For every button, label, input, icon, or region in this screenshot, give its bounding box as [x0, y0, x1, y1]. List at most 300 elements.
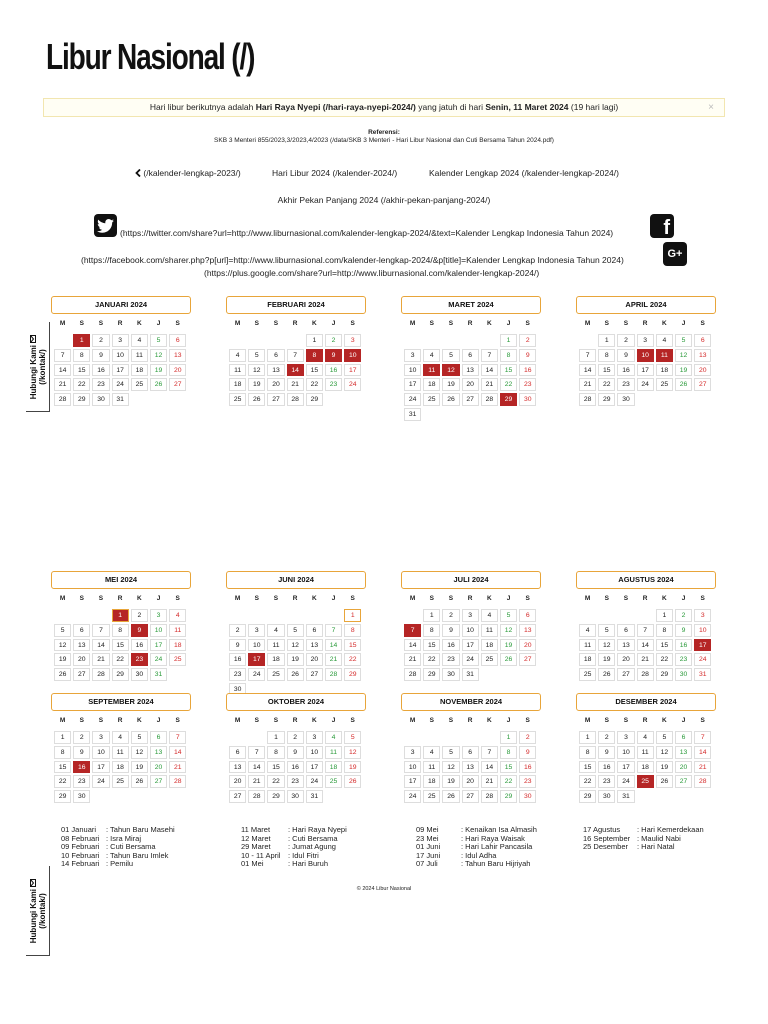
day-cell[interactable]: 30: [442, 668, 459, 681]
day-cell[interactable]: 26: [500, 653, 517, 666]
day-cell[interactable]: 21: [92, 653, 109, 666]
day-cell[interactable]: 6: [229, 746, 246, 759]
day-cell[interactable]: 29: [54, 790, 71, 803]
day-cell[interactable]: 23: [287, 775, 304, 788]
day-cell[interactable]: 28: [637, 668, 654, 681]
day-cell[interactable]: 5: [54, 624, 71, 637]
day-cell[interactable]: 15: [500, 364, 517, 377]
day-cell[interactable]: 11: [131, 349, 148, 362]
day-cell[interactable]: 22: [344, 653, 361, 666]
day-cell[interactable]: 8: [500, 349, 517, 362]
day-cell[interactable]: 30: [92, 393, 109, 406]
day-cell[interactable]: 12: [131, 746, 148, 759]
day-cell[interactable]: 5: [131, 731, 148, 744]
day-cell[interactable]: 5: [500, 609, 517, 622]
day-cell[interactable]: 20: [694, 364, 711, 377]
day-cell[interactable]: 1: [344, 609, 361, 622]
day-cell[interactable]: 25: [325, 775, 342, 788]
month-title[interactable]: OKTOBER 2024: [226, 693, 366, 711]
day-cell[interactable]: 25: [423, 393, 440, 406]
day-cell[interactable]: 9: [229, 639, 246, 652]
day-cell[interactable]: 22: [579, 775, 596, 788]
day-cell[interactable]: 27: [694, 378, 711, 391]
day-cell[interactable]: 27: [519, 653, 536, 666]
day-cell[interactable]: 20: [462, 775, 479, 788]
day-cell[interactable]: 20: [675, 761, 692, 774]
day-cell[interactable]: 6: [617, 624, 634, 637]
twitter-share-link[interactable]: (https://twitter.com/share?url=http://www.liburnasional.com/kalender-lengkap-2024/&text=Kalender Lengkap Indonesia Tahun 2024): [120, 228, 614, 238]
day-cell[interactable]: 26: [54, 668, 71, 681]
day-cell[interactable]: 13: [306, 639, 323, 652]
google-plus-icon[interactable]: G+: [663, 242, 687, 266]
day-cell[interactable]: 2: [617, 334, 634, 347]
day-cell[interactable]: 16: [287, 761, 304, 774]
day-cell[interactable]: 1: [500, 731, 517, 744]
day-cell[interactable]: 26: [442, 393, 459, 406]
day-cell[interactable]: 9: [442, 624, 459, 637]
day-cell[interactable]: 17: [306, 761, 323, 774]
day-cell[interactable]: 15: [344, 639, 361, 652]
day-cell[interactable]: 30: [675, 668, 692, 681]
day-cell[interactable]: 15: [500, 761, 517, 774]
day-cell[interactable]: 23: [73, 775, 90, 788]
day-cell[interactable]: 30: [73, 790, 90, 803]
holiday-day-cell[interactable]: 8: [306, 349, 323, 362]
holiday-day-cell[interactable]: 9: [131, 624, 148, 637]
day-cell[interactable]: 20: [617, 653, 634, 666]
day-cell[interactable]: 16: [325, 364, 342, 377]
holiday-day-cell[interactable]: 7: [404, 624, 421, 637]
day-cell[interactable]: 9: [617, 349, 634, 362]
day-cell[interactable]: 16: [131, 639, 148, 652]
day-cell[interactable]: 20: [150, 761, 167, 774]
day-cell[interactable]: 3: [112, 334, 129, 347]
day-cell[interactable]: 1: [54, 731, 71, 744]
day-cell[interactable]: 19: [656, 761, 673, 774]
day-cell[interactable]: 30: [131, 668, 148, 681]
day-cell[interactable]: 11: [423, 761, 440, 774]
day-cell[interactable]: 10: [112, 349, 129, 362]
day-cell[interactable]: 5: [598, 624, 615, 637]
month-title[interactable]: APRIL 2024: [576, 296, 716, 314]
day-cell[interactable]: 22: [598, 378, 615, 391]
day-cell[interactable]: 17: [150, 639, 167, 652]
day-cell[interactable]: 26: [675, 378, 692, 391]
day-cell[interactable]: 30: [519, 393, 536, 406]
month-title[interactable]: DESEMBER 2024: [576, 693, 716, 711]
holiday-day-cell[interactable]: 1: [112, 609, 129, 622]
day-cell[interactable]: 24: [617, 775, 634, 788]
day-cell[interactable]: 14: [248, 761, 265, 774]
day-cell[interactable]: 25: [481, 653, 498, 666]
day-cell[interactable]: 29: [598, 393, 615, 406]
day-cell[interactable]: 27: [462, 393, 479, 406]
contact-tab-bottom[interactable]: [26, 866, 50, 956]
day-cell[interactable]: 7: [579, 349, 596, 362]
day-cell[interactable]: 15: [73, 364, 90, 377]
day-cell[interactable]: 24: [112, 378, 129, 391]
day-cell[interactable]: 21: [694, 761, 711, 774]
day-cell[interactable]: 24: [462, 653, 479, 666]
day-cell[interactable]: 2: [92, 334, 109, 347]
day-cell[interactable]: 18: [637, 761, 654, 774]
reference-link[interactable]: SKB 3 Menteri 855/2023,3/2023,4/2023 (/data/SKB 3 Menteri - Hari Libur Nasional dan Cuti Bersama Tahun 2024.pdf): [214, 137, 554, 144]
day-cell[interactable]: 2: [73, 731, 90, 744]
day-cell[interactable]: 4: [169, 609, 186, 622]
day-cell[interactable]: 29: [656, 668, 673, 681]
day-cell[interactable]: 1: [306, 334, 323, 347]
day-cell[interactable]: 10: [617, 746, 634, 759]
day-cell[interactable]: 18: [325, 761, 342, 774]
day-cell[interactable]: 31: [617, 790, 634, 803]
day-cell[interactable]: 28: [287, 393, 304, 406]
day-cell[interactable]: 7: [169, 731, 186, 744]
holiday-day-cell[interactable]: 16: [73, 761, 90, 774]
day-cell[interactable]: 17: [112, 364, 129, 377]
day-cell[interactable]: 10: [248, 639, 265, 652]
day-cell[interactable]: 18: [423, 775, 440, 788]
day-cell[interactable]: 31: [694, 668, 711, 681]
day-cell[interactable]: 1: [423, 609, 440, 622]
day-cell[interactable]: 8: [423, 624, 440, 637]
day-cell[interactable]: 9: [598, 746, 615, 759]
day-cell[interactable]: 1: [656, 609, 673, 622]
day-cell[interactable]: 21: [325, 653, 342, 666]
day-cell[interactable]: 5: [248, 349, 265, 362]
day-cell[interactable]: 29: [306, 393, 323, 406]
day-cell[interactable]: 21: [579, 378, 596, 391]
day-cell[interactable]: 28: [92, 668, 109, 681]
day-cell[interactable]: 1: [500, 334, 517, 347]
day-cell[interactable]: 12: [344, 746, 361, 759]
day-cell[interactable]: 24: [404, 790, 421, 803]
holiday-day-cell[interactable]: 1: [73, 334, 90, 347]
day-cell[interactable]: 3: [344, 334, 361, 347]
day-cell[interactable]: 26: [598, 668, 615, 681]
day-cell[interactable]: 27: [73, 668, 90, 681]
day-cell[interactable]: 14: [481, 761, 498, 774]
day-cell[interactable]: 14: [404, 639, 421, 652]
day-cell[interactable]: 24: [694, 653, 711, 666]
month-title[interactable]: JULI 2024: [401, 571, 541, 589]
day-cell[interactable]: 21: [637, 653, 654, 666]
day-cell[interactable]: 28: [579, 393, 596, 406]
day-cell[interactable]: 28: [481, 393, 498, 406]
day-cell[interactable]: 3: [617, 731, 634, 744]
day-cell[interactable]: 22: [73, 378, 90, 391]
day-cell[interactable]: 21: [169, 761, 186, 774]
day-cell[interactable]: 26: [150, 378, 167, 391]
day-cell[interactable]: 3: [404, 349, 421, 362]
day-cell[interactable]: 6: [694, 334, 711, 347]
day-cell[interactable]: 15: [598, 364, 615, 377]
holiday-day-cell[interactable]: 12: [442, 364, 459, 377]
day-cell[interactable]: 31: [112, 393, 129, 406]
day-cell[interactable]: 17: [404, 775, 421, 788]
day-cell[interactable]: 29: [112, 668, 129, 681]
day-cell[interactable]: 3: [694, 609, 711, 622]
day-cell[interactable]: 4: [267, 624, 284, 637]
day-cell[interactable]: 13: [519, 624, 536, 637]
day-cell[interactable]: 19: [54, 653, 71, 666]
day-cell[interactable]: 15: [306, 364, 323, 377]
day-cell[interactable]: 7: [694, 731, 711, 744]
day-cell[interactable]: 27: [150, 775, 167, 788]
holiday-day-cell[interactable]: 11: [423, 364, 440, 377]
day-cell[interactable]: 19: [500, 639, 517, 652]
day-cell[interactable]: 6: [462, 746, 479, 759]
day-cell[interactable]: 16: [519, 761, 536, 774]
day-cell[interactable]: 21: [54, 378, 71, 391]
day-cell[interactable]: 17: [92, 761, 109, 774]
day-cell[interactable]: 7: [481, 349, 498, 362]
holiday-day-cell[interactable]: 23: [131, 653, 148, 666]
day-cell[interactable]: 25: [656, 378, 673, 391]
day-cell[interactable]: 4: [325, 731, 342, 744]
day-cell[interactable]: 5: [442, 746, 459, 759]
day-cell[interactable]: 26: [656, 775, 673, 788]
day-cell[interactable]: 17: [462, 639, 479, 652]
holiday-day-cell[interactable]: 9: [325, 349, 342, 362]
day-cell[interactable]: 24: [344, 378, 361, 391]
day-cell[interactable]: 3: [248, 624, 265, 637]
prev-year-link[interactable]: [135, 168, 241, 178]
day-cell[interactable]: 19: [442, 775, 459, 788]
gplus-share-link[interactable]: (https://plus.google.com/share?url=http://www.liburnasional.com/kalender-lengkap-2024/): [204, 268, 540, 278]
day-cell[interactable]: 24: [248, 668, 265, 681]
day-cell[interactable]: 7: [287, 349, 304, 362]
day-cell[interactable]: 30: [287, 790, 304, 803]
day-cell[interactable]: 20: [267, 378, 284, 391]
day-cell[interactable]: 4: [423, 746, 440, 759]
day-cell[interactable]: 13: [462, 364, 479, 377]
day-cell[interactable]: 8: [112, 624, 129, 637]
close-icon[interactable]: ×: [708, 102, 714, 113]
day-cell[interactable]: 3: [92, 731, 109, 744]
day-cell[interactable]: 30: [229, 683, 246, 696]
day-cell[interactable]: 9: [92, 349, 109, 362]
day-cell[interactable]: 12: [675, 349, 692, 362]
day-cell[interactable]: 31: [462, 668, 479, 681]
month-title[interactable]: FEBRUARI 2024: [226, 296, 366, 314]
day-cell[interactable]: 28: [481, 790, 498, 803]
day-cell[interactable]: 6: [169, 334, 186, 347]
month-title[interactable]: NOVEMBER 2024: [401, 693, 541, 711]
day-cell[interactable]: 19: [598, 653, 615, 666]
day-cell[interactable]: 27: [267, 393, 284, 406]
day-cell[interactable]: 20: [519, 639, 536, 652]
month-title[interactable]: JUNI 2024: [226, 571, 366, 589]
day-cell[interactable]: 18: [656, 364, 673, 377]
day-cell[interactable]: 27: [617, 668, 634, 681]
day-cell[interactable]: 27: [306, 668, 323, 681]
day-cell[interactable]: 14: [169, 746, 186, 759]
day-cell[interactable]: 16: [92, 364, 109, 377]
day-cell[interactable]: 11: [637, 746, 654, 759]
day-cell[interactable]: 6: [519, 609, 536, 622]
day-cell[interactable]: 19: [442, 378, 459, 391]
day-cell[interactable]: 19: [675, 364, 692, 377]
day-cell[interactable]: 24: [637, 378, 654, 391]
day-cell[interactable]: 23: [229, 668, 246, 681]
day-cell[interactable]: 5: [675, 334, 692, 347]
day-cell[interactable]: 2: [519, 334, 536, 347]
day-cell[interactable]: 18: [423, 378, 440, 391]
day-cell[interactable]: 25: [229, 393, 246, 406]
day-cell[interactable]: 28: [694, 775, 711, 788]
day-cell[interactable]: 25: [131, 378, 148, 391]
day-cell[interactable]: 10: [92, 746, 109, 759]
day-cell[interactable]: 5: [150, 334, 167, 347]
day-cell[interactable]: 13: [462, 761, 479, 774]
day-cell[interactable]: 6: [675, 731, 692, 744]
day-cell[interactable]: 14: [694, 746, 711, 759]
day-cell[interactable]: 27: [675, 775, 692, 788]
day-cell[interactable]: 11: [481, 624, 498, 637]
day-cell[interactable]: 10: [462, 624, 479, 637]
day-cell[interactable]: 26: [344, 775, 361, 788]
day-cell[interactable]: 7: [54, 349, 71, 362]
day-cell[interactable]: 11: [579, 639, 596, 652]
day-cell[interactable]: 4: [112, 731, 129, 744]
holiday-day-cell[interactable]: 14: [287, 364, 304, 377]
day-cell[interactable]: 7: [481, 746, 498, 759]
holiday-day-cell[interactable]: 10: [637, 349, 654, 362]
day-cell[interactable]: 30: [519, 790, 536, 803]
month-title[interactable]: MARET 2024: [401, 296, 541, 314]
day-cell[interactable]: 24: [150, 653, 167, 666]
day-cell[interactable]: 5: [442, 349, 459, 362]
day-cell[interactable]: 8: [656, 624, 673, 637]
day-cell[interactable]: 16: [675, 639, 692, 652]
day-cell[interactable]: 24: [306, 775, 323, 788]
day-cell[interactable]: 13: [150, 746, 167, 759]
day-cell[interactable]: 14: [579, 364, 596, 377]
day-cell[interactable]: 22: [656, 653, 673, 666]
day-cell[interactable]: 23: [617, 378, 634, 391]
day-cell[interactable]: 17: [404, 378, 421, 391]
day-cell[interactable]: 22: [423, 653, 440, 666]
day-cell[interactable]: 5: [344, 731, 361, 744]
day-cell[interactable]: 26: [131, 775, 148, 788]
holidays-2024-link[interactable]: Hari Libur 2024 (/kalender-2024/): [272, 168, 398, 178]
day-cell[interactable]: 20: [73, 653, 90, 666]
month-title[interactable]: AGUSTUS 2024: [576, 571, 716, 589]
day-cell[interactable]: 4: [229, 349, 246, 362]
day-cell[interactable]: 17: [617, 761, 634, 774]
day-cell[interactable]: 4: [423, 349, 440, 362]
day-cell[interactable]: 12: [150, 349, 167, 362]
day-cell[interactable]: 15: [267, 761, 284, 774]
day-cell[interactable]: 23: [519, 775, 536, 788]
day-cell[interactable]: 19: [287, 653, 304, 666]
day-cell[interactable]: 2: [287, 731, 304, 744]
day-cell[interactable]: 7: [248, 746, 265, 759]
day-cell[interactable]: 8: [579, 746, 596, 759]
day-cell[interactable]: 23: [442, 653, 459, 666]
day-cell[interactable]: 16: [442, 639, 459, 652]
day-cell[interactable]: 23: [598, 775, 615, 788]
day-cell[interactable]: 12: [248, 364, 265, 377]
day-cell[interactable]: 19: [150, 364, 167, 377]
day-cell[interactable]: 22: [112, 653, 129, 666]
day-cell[interactable]: 12: [442, 761, 459, 774]
day-cell[interactable]: 8: [267, 746, 284, 759]
day-cell[interactable]: 24: [404, 393, 421, 406]
day-cell[interactable]: 29: [344, 668, 361, 681]
day-cell[interactable]: 6: [462, 349, 479, 362]
day-cell[interactable]: 14: [54, 364, 71, 377]
day-cell[interactable]: 12: [287, 639, 304, 652]
day-cell[interactable]: 6: [267, 349, 284, 362]
day-cell[interactable]: 26: [287, 668, 304, 681]
day-cell[interactable]: 10: [150, 624, 167, 637]
day-cell[interactable]: 18: [229, 378, 246, 391]
day-cell[interactable]: 27: [169, 378, 186, 391]
day-cell[interactable]: 8: [500, 746, 517, 759]
day-cell[interactable]: 2: [442, 609, 459, 622]
day-cell[interactable]: 15: [112, 639, 129, 652]
day-cell[interactable]: 31: [404, 408, 421, 421]
day-cell[interactable]: 25: [112, 775, 129, 788]
day-cell[interactable]: 29: [267, 790, 284, 803]
day-cell[interactable]: 30: [617, 393, 634, 406]
day-cell[interactable]: 31: [150, 668, 167, 681]
day-cell[interactable]: 18: [169, 639, 186, 652]
day-cell[interactable]: 8: [54, 746, 71, 759]
day-cell[interactable]: 20: [169, 364, 186, 377]
day-cell[interactable]: 13: [675, 746, 692, 759]
day-cell[interactable]: 25: [423, 790, 440, 803]
day-cell[interactable]: 15: [579, 761, 596, 774]
day-cell[interactable]: 14: [637, 639, 654, 652]
contact-tab[interactable]: [26, 322, 50, 412]
day-cell[interactable]: 2: [325, 334, 342, 347]
day-cell[interactable]: 6: [73, 624, 90, 637]
day-cell[interactable]: 19: [344, 761, 361, 774]
day-cell[interactable]: 3: [404, 746, 421, 759]
day-cell[interactable]: 29: [73, 393, 90, 406]
day-cell[interactable]: 11: [169, 624, 186, 637]
day-cell[interactable]: 11: [229, 364, 246, 377]
day-cell[interactable]: 3: [306, 731, 323, 744]
day-cell[interactable]: 11: [325, 746, 342, 759]
day-cell[interactable]: 7: [325, 624, 342, 637]
day-cell[interactable]: 4: [579, 624, 596, 637]
day-cell[interactable]: 21: [481, 378, 498, 391]
day-cell[interactable]: 8: [598, 349, 615, 362]
day-cell[interactable]: 15: [423, 639, 440, 652]
long-weekend-link[interactable]: Akhir Pekan Panjang 2024 (/akhir-pekan-panjang-2024/): [277, 195, 491, 205]
day-cell[interactable]: 13: [229, 761, 246, 774]
day-cell[interactable]: 4: [656, 334, 673, 347]
day-cell[interactable]: 7: [637, 624, 654, 637]
day-cell[interactable]: 26: [442, 790, 459, 803]
holiday-day-cell[interactable]: 17: [248, 653, 265, 666]
day-cell[interactable]: 23: [675, 653, 692, 666]
day-cell[interactable]: 4: [637, 731, 654, 744]
day-cell[interactable]: 3: [462, 609, 479, 622]
day-cell[interactable]: 22: [500, 378, 517, 391]
day-cell[interactable]: 19: [248, 378, 265, 391]
day-cell[interactable]: 22: [54, 775, 71, 788]
day-cell[interactable]: 9: [675, 624, 692, 637]
day-cell[interactable]: 28: [54, 393, 71, 406]
full-calendar-2024-link[interactable]: Kalender Lengkap 2024 (/kalender-lengkap-2024/): [429, 168, 619, 178]
day-cell[interactable]: 12: [500, 624, 517, 637]
day-cell[interactable]: 14: [325, 639, 342, 652]
day-cell[interactable]: 12: [598, 639, 615, 652]
